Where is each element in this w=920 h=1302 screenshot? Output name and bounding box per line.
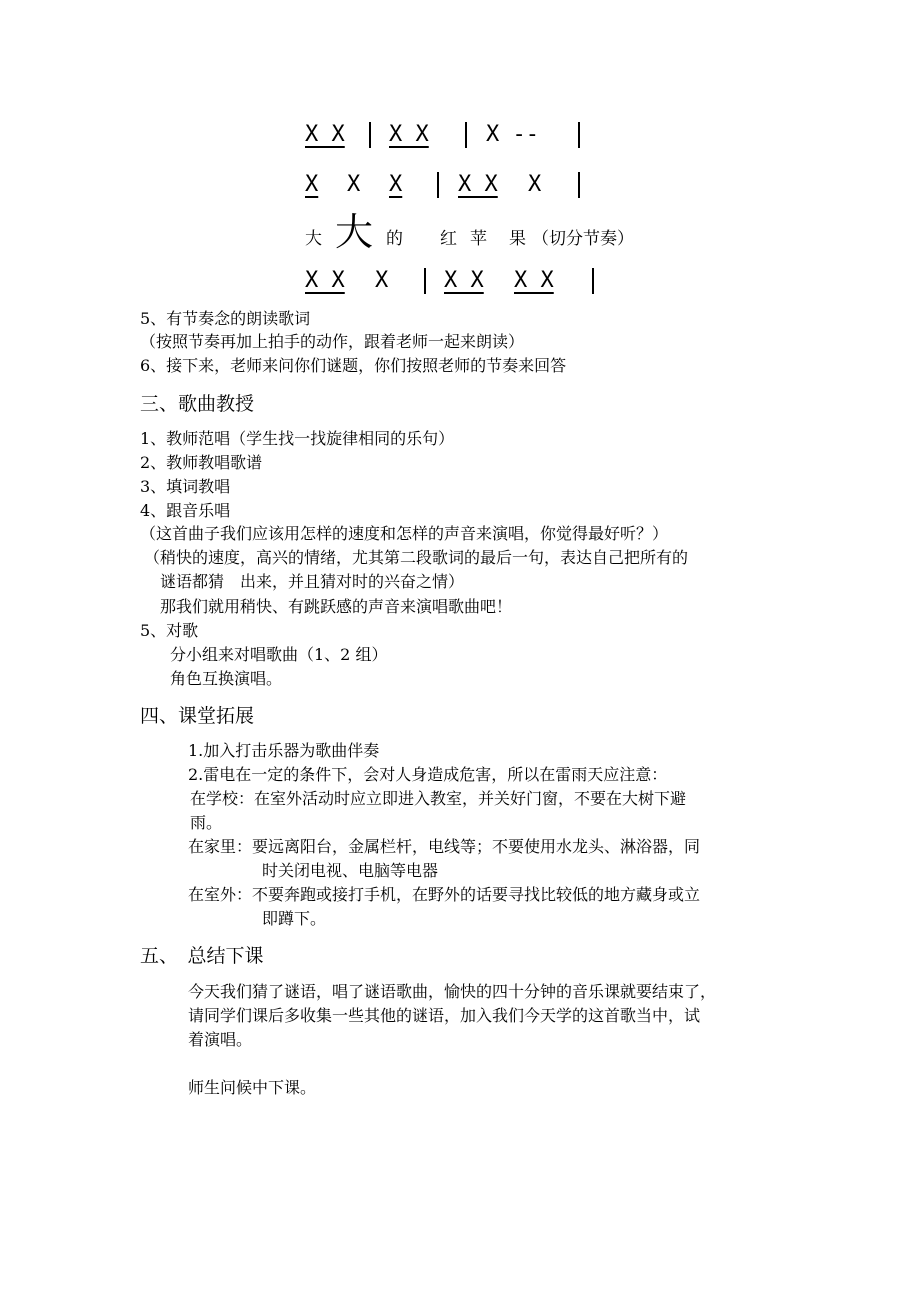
rhythm-r1-b: X X — [389, 122, 429, 147]
summary-line: 着演唱。 — [188, 1030, 253, 1049]
summary-line: 今天我们猜了谜语，唱了谜语歌曲，愉快的四十分钟的音乐课就要结束了， — [188, 982, 717, 1001]
bar-line — [578, 122, 580, 148]
section-3-heading: 三、歌曲教授 — [140, 393, 255, 415]
step-6: 6、接下来，老师来问你们谜题，你们按照老师的节奏来回答 — [140, 356, 567, 375]
lyric-note: （切分节奏） — [532, 229, 634, 249]
tip-outdoor: 在室外：不要奔跑或接打手机，在野外的话要寻找比较低的地方藏身或立 — [188, 885, 701, 904]
lyric-word: 红 — [440, 229, 457, 249]
summary-line: 请同学们课后多收集一些其他的谜语，加入我们今天学的这首歌当中，试 — [188, 1006, 701, 1025]
rhythm-r2-a: X — [305, 172, 319, 197]
bar-line — [369, 122, 371, 148]
tip-home: 在家里：要远离阳台，金属栏杆，电线等；不要使用水龙头、淋浴器，同 — [188, 837, 701, 856]
lyric-word: 的 — [386, 229, 403, 249]
list-item: 3、填词教唱 — [140, 477, 231, 496]
section-5-heading: 五、 总结下课 — [140, 945, 264, 967]
lyric-word: 苹 — [470, 229, 487, 249]
list-item: 2、教师教唱歌谱 — [140, 453, 263, 472]
section-4-heading: 四、课堂拓展 — [140, 705, 255, 727]
list-item: 1、教师范唱（学生找一找旋律相同的乐句） — [140, 429, 455, 448]
answer-line: 谜语都猜 出来，并且猜对时的兴奋之情） — [160, 572, 465, 591]
rhythm-r2-c: X — [389, 172, 403, 197]
rhythm-r1-a: X X — [305, 122, 345, 147]
closing-line: 师生问候中下课。 — [188, 1078, 317, 1097]
step-5-note: （按照节奏再加上拍手的动作，跟着老师一起来朗读） — [140, 332, 525, 351]
rhythm-r2-d: X X — [458, 172, 498, 197]
rhythm-r2-b: X — [347, 172, 361, 197]
list-subitem: 角色互换演唱。 — [170, 669, 283, 688]
list-item: 2.雷电在一定的条件下，会对人身造成危害，所以在雷雨天应注意： — [188, 765, 668, 784]
bar-line — [465, 122, 467, 148]
answer-line: 那我们就用稍快、有跳跃感的声音来演唱歌曲吧！ — [160, 597, 513, 616]
rhythm-r3-c: X X — [444, 268, 484, 293]
rhythm-r1-c: X -- — [486, 122, 539, 147]
tip-school: 在学校：在室外活动时应立即进入教室，并关好门窗，不要在大树下避 — [190, 789, 687, 808]
question-line: （这首曲子我们应该用怎样的速度和怎样的声音来演唱，你觉得最好听？） — [140, 524, 669, 543]
rhythm-r2-e: X — [528, 172, 542, 197]
list-item: 5、对歌 — [140, 621, 199, 640]
list-item: 4、跟音乐唱 — [140, 501, 231, 520]
bar-line — [592, 268, 594, 294]
rhythm-r3-a: X X — [305, 268, 345, 293]
lyric-word-large: 大 — [335, 210, 374, 254]
lyric-word: 果 — [509, 229, 526, 249]
tip-outdoor-cont: 即蹲下。 — [262, 909, 327, 928]
answer-line: （稍快的速度，高兴的情绪，尤其第二段歌词的最后一句，表达自己把所有的 — [144, 548, 689, 567]
list-item: 1.加入打击乐器为歌曲伴奏 — [188, 741, 380, 760]
bar-line — [578, 172, 580, 198]
tip-school-cont: 雨。 — [190, 813, 223, 832]
bar-line — [424, 268, 426, 294]
tip-home-cont: 时关闭电视、电脑等电器 — [262, 861, 439, 880]
step-5: 5、有节奏念的朗读歌词 — [140, 309, 311, 328]
bar-line — [437, 172, 439, 198]
rhythm-r3-b: X — [375, 268, 389, 293]
lyric-word: 大 — [305, 229, 322, 249]
list-subitem: 分小组来对唱歌曲（1、2 组） — [170, 645, 388, 664]
rhythm-r3-d: X X — [514, 268, 554, 293]
